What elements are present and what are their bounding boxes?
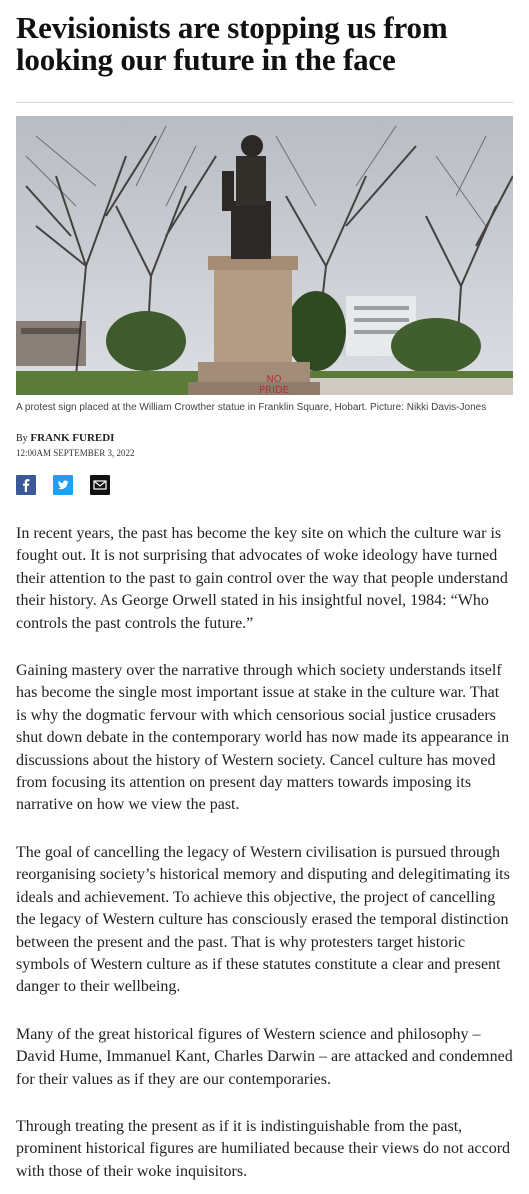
author-name[interactable]: FRANK FUREDI [30,432,115,444]
twitter-share-button[interactable] [53,475,73,495]
twitter-icon [53,475,73,495]
article-paragraph: In recent years, the past has become the key site on which the culture war is fought out. It is not surprising that advocates of woke ideology have turned their attention to the past to gain control over the way that people understand their history. As George Orwell stated in his insightful novel, 1984: “Who controls the past controls the future.” [16,525,508,632]
headline-divider [16,102,513,103]
facebook-share-button[interactable] [16,475,36,495]
byline-prefix: By [16,433,28,444]
article-photo[interactable] [16,116,513,395]
article-paragraph: Many of the great historical figures of Western science and philosophy – David Hume, Immanuel Kant, Charles Darwin – are attacked and condemned for their values as if they are our contemporaries. [16,1025,513,1088]
byline [16,432,114,444]
share-bar [16,475,110,495]
protest-sign-line-2: PRIDE [259,385,289,395]
article-headline: Revisionists are stopping us from looking our future in the face [16,10,448,77]
article-paragraph: Gaining mastery over the narrative through which society understands itself has become the single most important issue at stake in the culture war. That is why the dogmatic fervour with which censorious social justice crusaders shut down debate in the contemporary world has now made its appearance in discussions about the history of Western society. Cancel culture has moved from focusing its attention on present day matters towards imposing its narrative on how we view the past. [16,662,510,814]
statue-photo-image [16,116,513,395]
publish-timestamp: 12:00AM SEPTEMBER 3, 2022 [16,448,135,458]
article-paragraph: Through treating the present as if it is indistinguishable from the past, prominent historical figures are humiliated because their views do not accord with those of their woke inquisitors. [16,1117,511,1180]
photo-caption: A protest sign placed at the William Crowther statue in Franklin Square, Hobart. Picture: Nikki Davis-Jones [16,402,487,413]
email-icon [90,475,110,495]
facebook-icon [16,475,36,495]
article-body [16,523,513,1194]
email-share-button[interactable] [90,475,110,495]
protest-sign-line-1: NO [266,374,282,385]
article-paragraph: The goal of cancelling the legacy of Western civilisation is pursued through reorganising society’s historical memory and disputing and delegitimating its ideals and achievement. To achieve this objective, the project of cancelling the legacy of Western culture has consciously erased the temporal distinction between the present and the past. That is why protesters target historic symbols of Western culture as if these statutes constitute a clear and present danger to their wellbeing. [16,843,510,996]
